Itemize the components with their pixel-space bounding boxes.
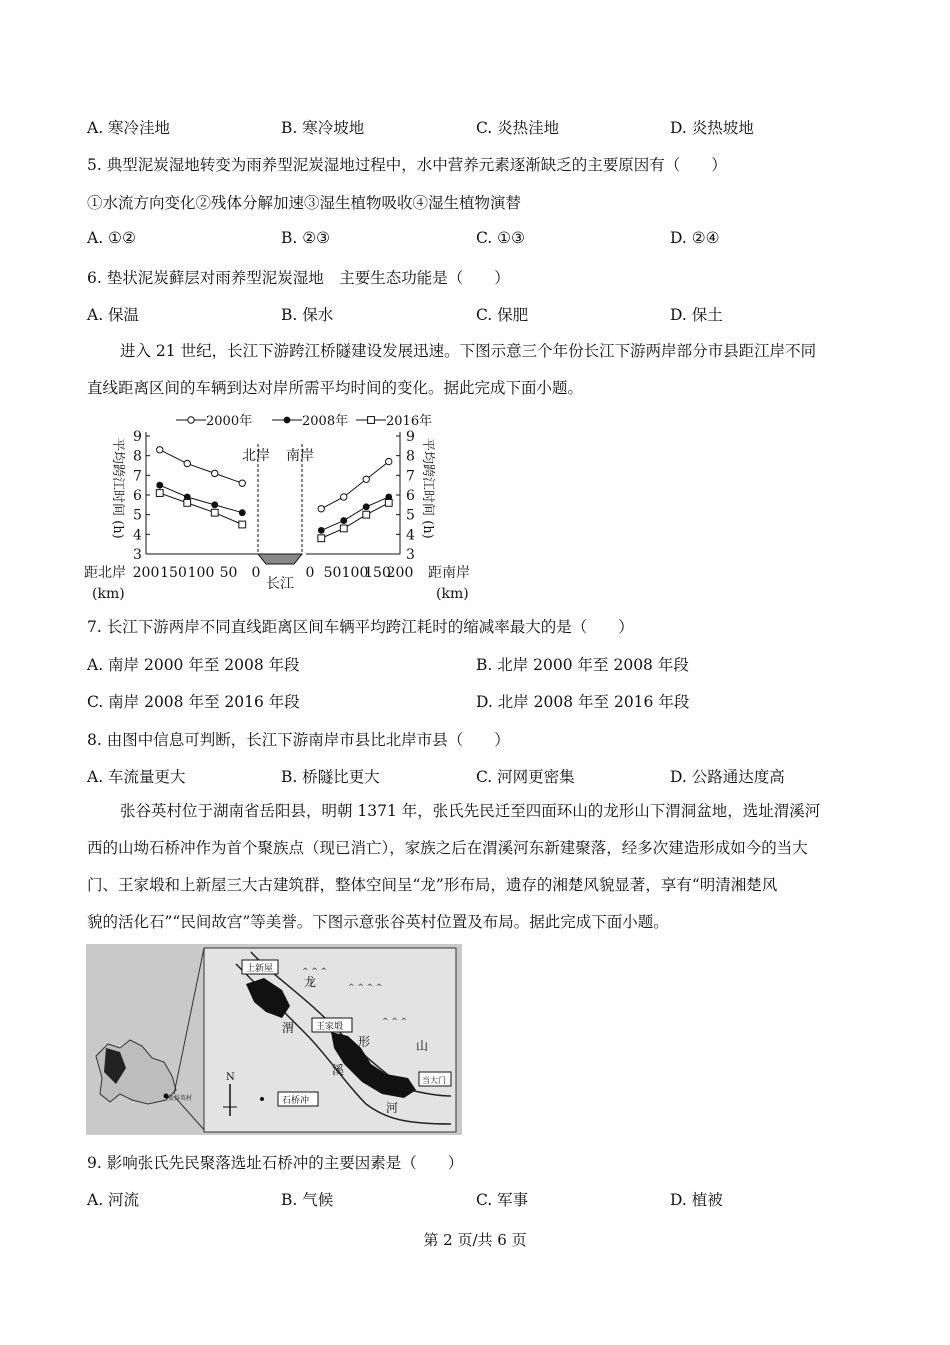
north-point — [157, 447, 163, 453]
q4-option-b: B. 寒冷坡地 — [281, 119, 365, 137]
north-point — [184, 460, 190, 466]
label-long: 龙 — [304, 975, 317, 989]
passage-village-line: 貌的活化石”“民间故宫”等美誉。下图示意张谷英村位置及布局。据此完成下面小题。 — [87, 913, 669, 931]
south-point — [363, 476, 369, 482]
south-x-tick-label: 50 — [323, 565, 342, 581]
q5-option-d: D. ②④ — [670, 229, 720, 247]
crossing-time-chart — [84, 406, 484, 602]
label-wei: 渭 — [282, 1021, 295, 1035]
north-line-2000年 — [160, 450, 243, 483]
q7-option-a: A. 南岸 2000 年至 2008 年段 — [87, 656, 300, 674]
label-dangdamen: 当大门 — [422, 1076, 446, 1085]
right-y-tick-label: 6 — [406, 488, 415, 504]
q7-option-c: C. 南岸 2008 年至 2016 年段 — [87, 693, 300, 711]
q6-option-a: A. 保温 — [87, 306, 140, 324]
south-point — [318, 527, 325, 534]
right-y-tick-label: 5 — [406, 507, 415, 524]
inset-village-label: 张谷英村 — [168, 1095, 193, 1102]
south-point — [363, 511, 370, 518]
south-line-2016年 — [321, 503, 389, 538]
legend-marker — [284, 417, 291, 424]
north-point — [184, 499, 191, 506]
passage-village-line: 西的山坳石桥冲作为首个聚族点（现已消亡），家族之后在渭溪河东新建聚落，经多次建造形成如今的当大 — [87, 839, 808, 857]
left-y-tick-label: 8 — [133, 448, 142, 465]
north-x-tick-label: 150 — [160, 565, 187, 581]
north-point — [239, 480, 245, 486]
left-y-tick-label: 6 — [133, 488, 142, 504]
south-point — [341, 494, 347, 500]
passage-village-line: 门、王家塅和上新屋三大古建筑群，整体空间呈“龙”形布局，遗存的湘楚风貌显著，享有“明清湘楚风 — [87, 876, 778, 894]
legend-marker — [368, 417, 375, 424]
q7-option-d: D. 北岸 2008 年至 2016 年段 — [476, 693, 690, 711]
north-x-axis-label: 距北岸 — [84, 565, 126, 581]
legend-label: 2000年 — [206, 414, 253, 429]
q5-stem: 5. 典型泥炭湿地转变为雨养型泥炭湿地过程中，水中营养元素逐渐缺乏的主要原因有（ ） — [87, 156, 727, 174]
right-y-tick-label: 7 — [406, 468, 415, 485]
north-point — [211, 501, 218, 508]
q9-stem: 9. 影响张氏先民聚落选址石桥冲的主要因素是（ ） — [87, 1154, 464, 1172]
label-shangxinwu: 上新屋 — [246, 964, 274, 974]
north-x-tick-label: 50 — [219, 565, 238, 581]
right-y-tick-label: 3 — [406, 547, 415, 563]
shiqiaochong-dot — [260, 1097, 264, 1101]
river-label: 长江 — [266, 576, 294, 592]
left-y-tick-label: 3 — [133, 547, 142, 563]
right-y-tick-label: 8 — [406, 448, 415, 465]
q4-option-a: A. 寒冷洼地 — [87, 119, 171, 137]
passage-bridges-line: 直线距离区间的车辆到达对岸所需平均时间的变化。据此完成下面小题。 — [87, 379, 584, 397]
q9-option-a: A. 河流 — [87, 1191, 140, 1209]
q6-stem: 6. 垫状泥炭藓层对雨养型泥炭湿地 主要生态功能是（ ） — [87, 269, 510, 287]
mountain-mark-a: ^ ^ ^ — [302, 967, 328, 976]
south-point — [340, 517, 347, 524]
north-x-axis-unit: (km) — [92, 586, 125, 602]
south-x-tick-label: 100 — [341, 565, 369, 581]
north-line-2008年 — [160, 485, 243, 513]
q5-option-a: A. ①② — [87, 229, 136, 247]
mountain-mark-b: ^ ^ ^ ^ — [348, 983, 383, 992]
village-map — [86, 944, 462, 1135]
q5-items: ①水流方向变化②残体分解加速③湿生植物吸收④湿生植物演替 — [87, 194, 522, 212]
left-y-axis-label: 平均跨江时间 (h) — [110, 438, 125, 539]
south-point — [386, 458, 392, 464]
label-shan: 山 — [416, 1039, 429, 1053]
q5-option-b: B. ②③ — [281, 229, 331, 247]
q9-option-b: B. 气候 — [281, 1191, 334, 1209]
south-point — [385, 499, 392, 506]
north-point — [212, 470, 218, 476]
south-point — [340, 525, 347, 532]
south-line-2008年 — [321, 497, 389, 530]
legend-marker — [188, 417, 194, 423]
north-point — [156, 490, 163, 497]
south-point — [363, 503, 370, 510]
river-channel — [258, 554, 302, 564]
left-y-tick-label: 7 — [133, 468, 142, 485]
right-y-axis-label: 平均跨江时间 (h) — [420, 438, 435, 539]
q6-option-d: D. 保土 — [670, 306, 723, 324]
legend-label: 2016年 — [386, 414, 433, 429]
page-footer: 第 2 页/共 6 页 — [423, 1231, 527, 1249]
q6-option-b: B. 保水 — [281, 306, 334, 324]
south-x-tick-label: 200 — [386, 565, 414, 581]
label-shiqiaochong: 石桥冲 — [282, 1096, 310, 1106]
q9-option-c: C. 军事 — [476, 1191, 529, 1209]
north-x-tick-label: 0 — [251, 565, 261, 581]
q5-option-c: C. ①③ — [476, 229, 525, 247]
north-point — [239, 509, 246, 516]
q4-option-c: C. 炎热洼地 — [476, 119, 560, 137]
north-bank-label: 北岸 — [242, 448, 270, 464]
left-y-tick-label: 9 — [133, 429, 142, 445]
north-point — [156, 482, 163, 489]
q8-option-d: D. 公路通达度高 — [670, 768, 785, 786]
q8-option-a: A. 车流量更大 — [87, 768, 186, 786]
q4-option-d: D. 炎热坡地 — [670, 119, 754, 137]
north-x-tick-label: 100 — [187, 565, 215, 581]
south-point — [318, 506, 324, 512]
north-x-tick-label: 200 — [132, 565, 160, 581]
south-x-axis-unit: (km) — [436, 586, 469, 602]
label-xi: 溪 — [332, 1063, 345, 1077]
south-bank-label: 南岸 — [286, 448, 314, 464]
south-point — [318, 535, 325, 542]
q6-option-c: C. 保肥 — [476, 306, 529, 324]
mountain-mark-c: ^ ^ ^ — [382, 1017, 408, 1026]
legend-label: 2008年 — [302, 414, 349, 429]
left-y-tick-label: 4 — [133, 527, 142, 544]
q9-option-d: D. 植被 — [670, 1191, 723, 1209]
right-y-tick-label: 4 — [406, 527, 415, 544]
south-x-axis-label: 距南岸 — [428, 565, 470, 581]
passage-village-line: 张谷英村位于湖南省岳阳县，明朝 1371 年，张氏先民迁至四面环山的龙形山下渭洞盆地，选址渭溪河 — [120, 802, 821, 820]
q7-stem: 7. 长江下游两岸不同直线距离区间车辆平均跨江耗时的缩减率最大的是（ ） — [87, 618, 634, 636]
label-he: 河 — [386, 1101, 399, 1115]
q8-option-c: C. 河网更密集 — [476, 768, 575, 786]
left-y-tick-label: 5 — [133, 507, 142, 524]
right-y-tick-label: 9 — [406, 429, 415, 445]
south-x-tick-label: 150 — [364, 565, 391, 581]
south-x-tick-label: 0 — [305, 565, 315, 581]
label-wangjiaduan: 王家塅 — [316, 1022, 344, 1032]
north-point — [211, 509, 218, 516]
q8-stem: 8. 由图中信息可判断，长江下游南岸市县比北岸市县（ ） — [87, 731, 510, 749]
north-label: N — [226, 1072, 235, 1083]
passage-bridges-line: 进入 21 世纪，长江下游跨江桥隧建设发展迅速。下图示意三个年份长江下游两岸部分市县距江岸不同 — [120, 342, 817, 360]
label-xing: 形 — [358, 1035, 371, 1049]
q7-option-b: B. 北岸 2000 年至 2008 年段 — [476, 656, 689, 674]
passage-village — [87, 793, 867, 941]
q8-option-b: B. 桥隧比更大 — [281, 768, 380, 786]
north-point — [239, 521, 246, 528]
passage-bridges — [87, 333, 867, 407]
